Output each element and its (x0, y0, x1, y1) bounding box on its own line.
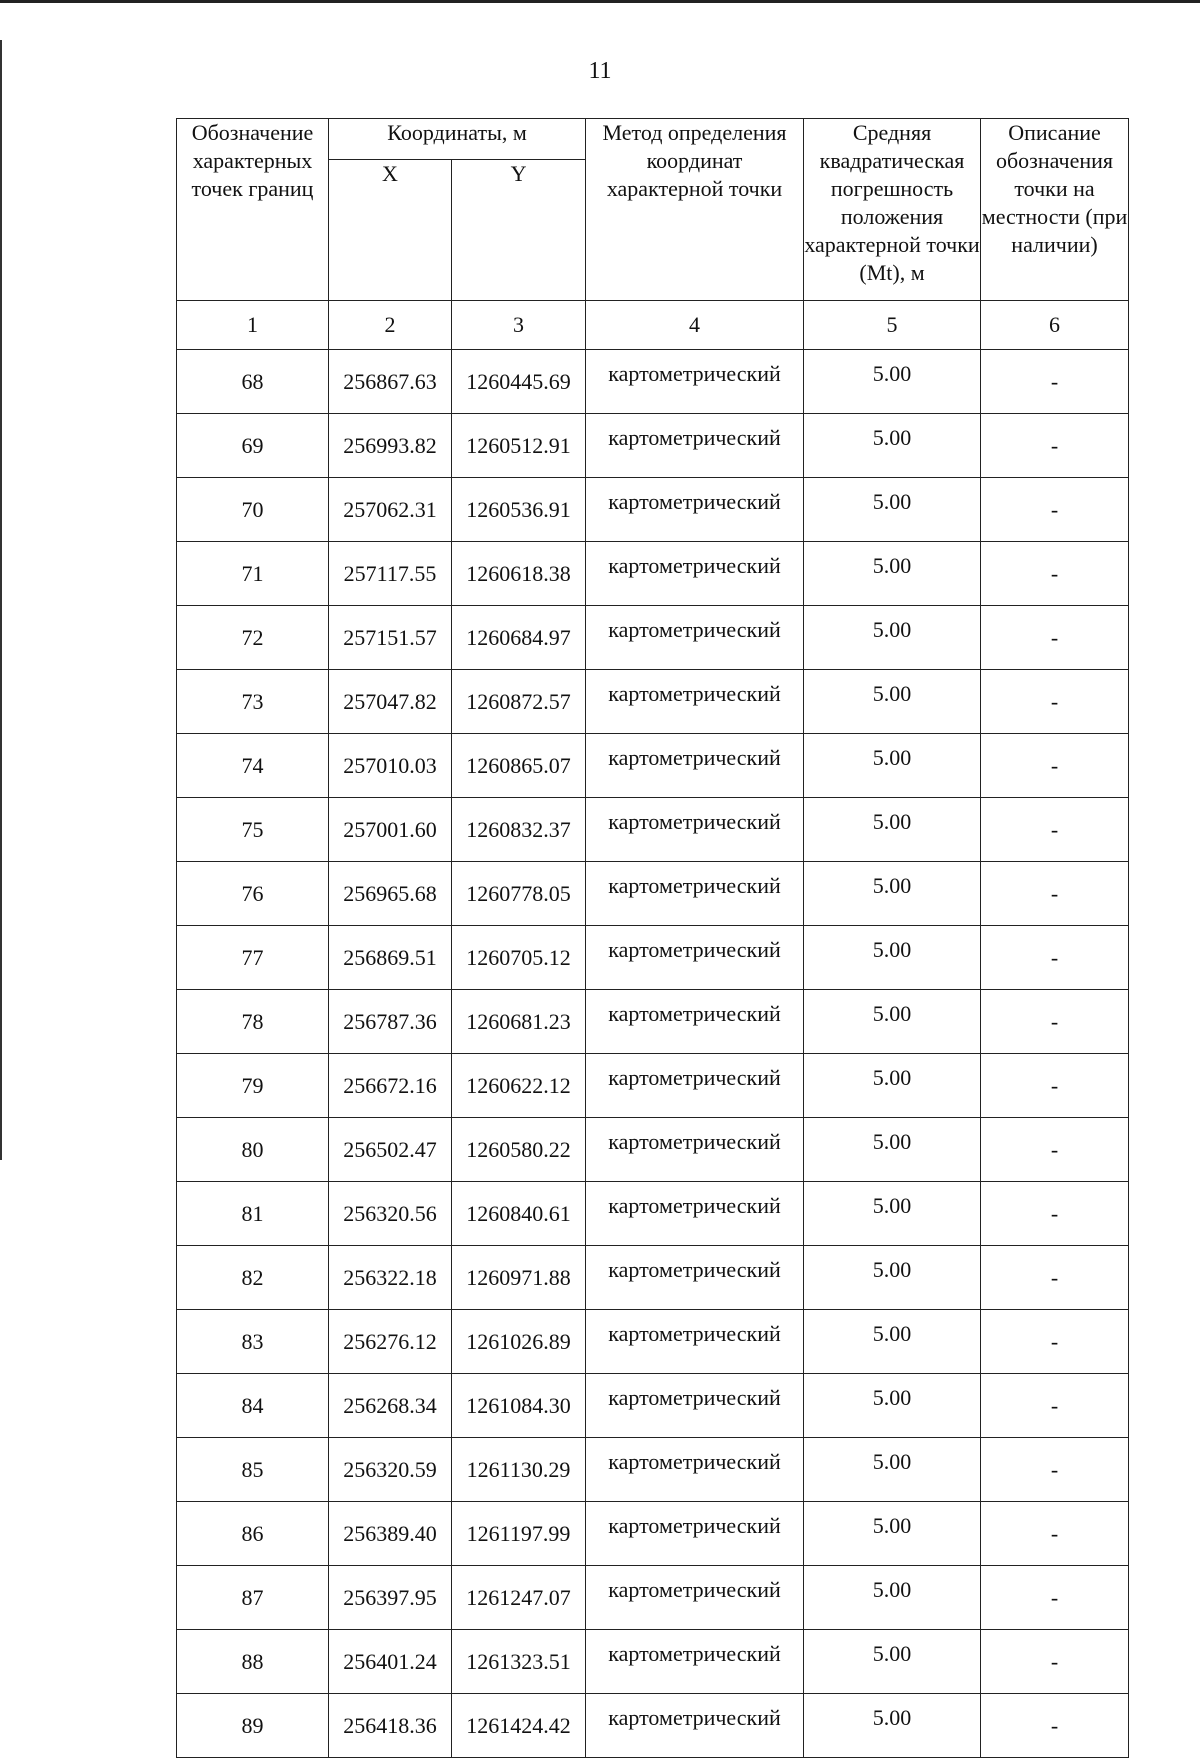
table-row (177, 1566, 1129, 1630)
table-row (177, 1310, 1129, 1374)
method-cell: картометрический (586, 1374, 804, 1438)
method-cell: картометрический (586, 1118, 804, 1182)
table-body (177, 350, 1129, 1758)
point-number: 83 (177, 1310, 329, 1374)
description-cell: - (981, 1694, 1129, 1758)
table-row (177, 1246, 1129, 1310)
coordinate-y: 1261247.07 (452, 1566, 586, 1630)
header-coordinates: Координаты, м (329, 119, 586, 160)
coordinate-y: 1260840.61 (452, 1182, 586, 1246)
method-cell: картометрический (586, 1630, 804, 1694)
coordinate-y: 1260684.97 (452, 606, 586, 670)
point-number: 87 (177, 1566, 329, 1630)
point-number: 72 (177, 606, 329, 670)
coordinates-table (176, 118, 1129, 1758)
method-cell: картометрический (586, 734, 804, 798)
error-value: 5.00 (804, 606, 981, 670)
table-row (177, 542, 1129, 606)
error-value: 5.00 (804, 1118, 981, 1182)
coordinate-y: 1261130.29 (452, 1438, 586, 1502)
description-cell: - (981, 1630, 1129, 1694)
coordinate-x: 256320.59 (329, 1438, 452, 1502)
table-row (177, 350, 1129, 414)
point-number: 85 (177, 1438, 329, 1502)
error-value: 5.00 (804, 1438, 981, 1502)
coordinate-x: 256268.34 (329, 1374, 452, 1438)
method-cell: картометрический (586, 1310, 804, 1374)
method-cell: картометрический (586, 1246, 804, 1310)
table-row (177, 990, 1129, 1054)
method-cell: картометрический (586, 606, 804, 670)
method-cell: картометрический (586, 1182, 804, 1246)
coordinate-y: 1260778.05 (452, 862, 586, 926)
error-value: 5.00 (804, 1310, 981, 1374)
error-value: 5.00 (804, 926, 981, 990)
description-cell: - (981, 862, 1129, 926)
description-cell: - (981, 1054, 1129, 1118)
error-value: 5.00 (804, 734, 981, 798)
coordinate-y: 1260622.12 (452, 1054, 586, 1118)
coordinate-x: 256867.63 (329, 350, 452, 414)
table-row (177, 1694, 1129, 1758)
description-cell: - (981, 542, 1129, 606)
table-row (177, 1502, 1129, 1566)
description-cell: - (981, 1182, 1129, 1246)
description-cell: - (981, 1438, 1129, 1502)
table-row (177, 862, 1129, 926)
method-cell: картометрический (586, 862, 804, 926)
column-number: 3 (452, 301, 586, 350)
coordinate-x: 257001.60 (329, 798, 452, 862)
column-number: 4 (586, 301, 804, 350)
coordinate-y: 1261084.30 (452, 1374, 586, 1438)
point-number: 81 (177, 1182, 329, 1246)
point-number: 76 (177, 862, 329, 926)
coordinate-x: 257117.55 (329, 542, 452, 606)
error-value: 5.00 (804, 542, 981, 606)
point-number: 69 (177, 414, 329, 478)
table-row (177, 1054, 1129, 1118)
method-cell: картометрический (586, 1502, 804, 1566)
table-row (177, 414, 1129, 478)
point-number: 84 (177, 1374, 329, 1438)
error-value: 5.00 (804, 1566, 981, 1630)
coordinate-x: 257047.82 (329, 670, 452, 734)
table-row (177, 670, 1129, 734)
coordinate-x: 256869.51 (329, 926, 452, 990)
coordinate-y: 1261424.42 (452, 1694, 586, 1758)
table-row (177, 926, 1129, 990)
error-value: 5.00 (804, 478, 981, 542)
point-number: 88 (177, 1630, 329, 1694)
point-number: 89 (177, 1694, 329, 1758)
column-number: 1 (177, 301, 329, 350)
coordinate-x: 256502.47 (329, 1118, 452, 1182)
error-value: 5.00 (804, 798, 981, 862)
header-row (177, 119, 1129, 160)
point-number: 82 (177, 1246, 329, 1310)
error-value: 5.00 (804, 1182, 981, 1246)
coordinate-y: 1261197.99 (452, 1502, 586, 1566)
page-number: 11 (588, 58, 612, 84)
scan-edge-top (0, 0, 1200, 3)
point-number: 68 (177, 350, 329, 414)
error-value: 5.00 (804, 1630, 981, 1694)
table-row (177, 478, 1129, 542)
method-cell: картометрический (586, 990, 804, 1054)
description-cell: - (981, 1310, 1129, 1374)
error-value: 5.00 (804, 990, 981, 1054)
method-cell: картометрический (586, 414, 804, 478)
coordinate-y: 1260536.91 (452, 478, 586, 542)
description-cell: - (981, 1118, 1129, 1182)
header-x: X (329, 160, 452, 301)
coordinate-y: 1260865.07 (452, 734, 586, 798)
coordinate-x: 256320.56 (329, 1182, 452, 1246)
description-cell: - (981, 606, 1129, 670)
coordinate-x: 256389.40 (329, 1502, 452, 1566)
method-cell: картометрический (586, 350, 804, 414)
point-number: 75 (177, 798, 329, 862)
header-description: Описание обозначения точки на местности (при наличии) (981, 119, 1129, 301)
coordinate-x: 257010.03 (329, 734, 452, 798)
table-row (177, 1438, 1129, 1502)
description-cell: - (981, 414, 1129, 478)
point-number: 80 (177, 1118, 329, 1182)
column-number: 6 (981, 301, 1129, 350)
description-cell: - (981, 1566, 1129, 1630)
coordinate-y: 1260580.22 (452, 1118, 586, 1182)
coordinate-x: 256276.12 (329, 1310, 452, 1374)
coordinate-x: 256397.95 (329, 1566, 452, 1630)
description-cell: - (981, 734, 1129, 798)
description-cell: - (981, 1502, 1129, 1566)
coordinate-y: 1260971.88 (452, 1246, 586, 1310)
description-cell: - (981, 1246, 1129, 1310)
coordinate-y: 1261026.89 (452, 1310, 586, 1374)
point-number: 74 (177, 734, 329, 798)
error-value: 5.00 (804, 1502, 981, 1566)
coordinate-x: 256993.82 (329, 414, 452, 478)
point-number: 71 (177, 542, 329, 606)
method-cell: картометрический (586, 1566, 804, 1630)
coordinate-y: 1260681.23 (452, 990, 586, 1054)
error-value: 5.00 (804, 1374, 981, 1438)
error-value: 5.00 (804, 1054, 981, 1118)
table-row (177, 798, 1129, 862)
coordinate-x: 256418.36 (329, 1694, 452, 1758)
table-row (177, 1182, 1129, 1246)
point-number: 70 (177, 478, 329, 542)
point-number: 78 (177, 990, 329, 1054)
description-cell: - (981, 926, 1129, 990)
table-row (177, 1374, 1129, 1438)
method-cell: картометрический (586, 478, 804, 542)
coordinate-y: 1260705.12 (452, 926, 586, 990)
coordinate-y: 1260445.69 (452, 350, 586, 414)
coordinate-x: 256322.18 (329, 1246, 452, 1310)
error-value: 5.00 (804, 1246, 981, 1310)
method-cell: картометрический (586, 926, 804, 990)
coordinate-y: 1260512.91 (452, 414, 586, 478)
description-cell: - (981, 990, 1129, 1054)
method-cell: картометрический (586, 798, 804, 862)
table-row (177, 1630, 1129, 1694)
coordinate-y: 1260618.38 (452, 542, 586, 606)
error-value: 5.00 (804, 414, 981, 478)
table-row (177, 1118, 1129, 1182)
method-cell: картометрический (586, 1438, 804, 1502)
error-value: 5.00 (804, 670, 981, 734)
coordinate-x: 257062.31 (329, 478, 452, 542)
column-number: 5 (804, 301, 981, 350)
point-number: 73 (177, 670, 329, 734)
coordinate-y: 1260872.57 (452, 670, 586, 734)
header-designation: Обозначение характерных точек границ (177, 119, 329, 301)
error-value: 5.00 (804, 350, 981, 414)
coordinate-x: 256401.24 (329, 1630, 452, 1694)
coordinate-x: 256672.16 (329, 1054, 452, 1118)
column-number: 2 (329, 301, 452, 350)
error-value: 5.00 (804, 1694, 981, 1758)
description-cell: - (981, 798, 1129, 862)
point-number: 86 (177, 1502, 329, 1566)
scan-edge-left (0, 40, 2, 1160)
method-cell: картометрический (586, 542, 804, 606)
point-number: 79 (177, 1054, 329, 1118)
column-number-row (177, 301, 1129, 350)
coordinate-y: 1260832.37 (452, 798, 586, 862)
header-method: Метод определения координат характерной точки (586, 119, 804, 301)
coordinate-y: 1261323.51 (452, 1630, 586, 1694)
point-number: 77 (177, 926, 329, 990)
method-cell: картометрический (586, 670, 804, 734)
description-cell: - (981, 1374, 1129, 1438)
method-cell: картометрический (586, 1054, 804, 1118)
description-cell: - (981, 478, 1129, 542)
coordinate-x: 256787.36 (329, 990, 452, 1054)
description-cell: - (981, 670, 1129, 734)
table-row (177, 606, 1129, 670)
error-value: 5.00 (804, 862, 981, 926)
coordinate-x: 256965.68 (329, 862, 452, 926)
table-row (177, 734, 1129, 798)
method-cell: картометрический (586, 1694, 804, 1758)
header-error: Средняя квадратическая погрешность положения характерной точки (Mt), м (804, 119, 981, 301)
description-cell: - (981, 350, 1129, 414)
header-y: Y (452, 160, 586, 301)
coordinate-x: 257151.57 (329, 606, 452, 670)
